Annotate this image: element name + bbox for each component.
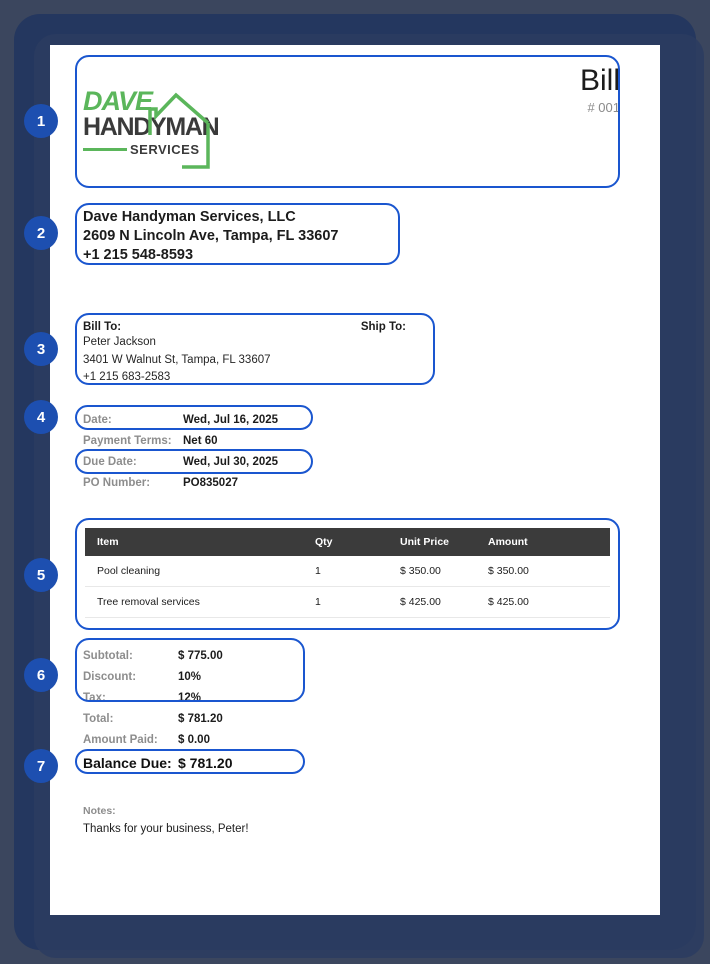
totals-key: Amount Paid: (83, 733, 158, 746)
company-phone: +1 215 548-8593 (83, 247, 194, 263)
logo-text-dave: DAVE (83, 86, 153, 116)
meta-row (83, 430, 313, 451)
totals-key: Total: (83, 712, 114, 725)
meta-key: PO Number: (83, 476, 151, 489)
annotation-badge-4: 4 (24, 400, 58, 434)
meta-key: Date: (83, 413, 112, 426)
totals-key: Balance Due: (83, 754, 172, 771)
company-block (83, 208, 338, 265)
ship-to-label: Ship To: (360, 321, 406, 333)
totals-row (83, 729, 313, 750)
meta-row (83, 472, 313, 493)
annotation-badge-3: 3 (24, 332, 58, 366)
meta-value: Wed, Jul 16, 2025 (183, 413, 279, 426)
annotation-badge-2: 2 (24, 216, 58, 250)
cell-unit-price: $ 350.00 (400, 565, 441, 577)
bill-to-name: Peter Jackson (83, 336, 156, 348)
totals-key: Tax: (83, 691, 106, 704)
notes-label: Notes: (83, 805, 116, 817)
totals-row (83, 666, 313, 687)
bill-to-phone: +1 215 683-2583 (83, 371, 171, 383)
meta-value: Net 60 (183, 434, 218, 447)
bill-number: # 001 (587, 100, 620, 115)
bill-to-block (83, 321, 428, 386)
cell-amount: $ 425.00 (488, 596, 529, 608)
items-table (85, 528, 610, 618)
meta-value: PO835027 (183, 476, 238, 489)
annotation-badge-7: 7 (24, 749, 58, 783)
logo-text-services: SERVICES (130, 142, 200, 157)
totals-value: 12% (178, 691, 202, 704)
bill-to-address: 3401 W Walnut St, Tampa, FL 33607 (83, 353, 271, 366)
invoice-page (50, 45, 660, 915)
bill-to-label: Bill To: (83, 321, 122, 333)
totals-row (83, 687, 313, 708)
notes-block (83, 805, 249, 835)
cell-qty: 1 (315, 596, 321, 608)
totals-value: $ 781.20 (178, 754, 233, 771)
meta-value: Wed, Jul 30, 2025 (183, 455, 279, 468)
page-title: Bill (579, 64, 620, 97)
totals-block (83, 645, 313, 775)
invoice-meta (83, 409, 313, 493)
table-row (85, 587, 610, 618)
cell-item: Tree removal services (97, 596, 200, 608)
meta-key: Payment Terms: (83, 434, 172, 447)
cell-item: Pool cleaning (97, 565, 161, 577)
meta-key: Due Date: (83, 455, 137, 468)
col-header-unit-price: Unit Price (400, 536, 450, 548)
meta-row (83, 409, 313, 430)
annotation-badge-1: 1 (24, 104, 58, 138)
col-header-qty: Qty (315, 536, 333, 548)
items-table-header (85, 528, 610, 556)
annotation-badge-5: 5 (24, 558, 58, 592)
col-header-amount: Amount (488, 536, 528, 548)
company-address: 2609 N Lincoln Ave, Tampa, FL 33607 (83, 228, 339, 244)
meta-row (83, 451, 313, 472)
totals-value: 10% (178, 670, 202, 683)
totals-row (83, 750, 313, 775)
annotation-badge-6: 6 (24, 658, 58, 692)
table-row (85, 556, 610, 587)
totals-value: $ 0.00 (178, 733, 210, 746)
cell-qty: 1 (315, 565, 321, 577)
totals-value: $ 775.00 (178, 649, 223, 662)
cell-unit-price: $ 425.00 (400, 596, 441, 608)
totals-key: Subtotal: (83, 649, 133, 662)
notes-text: Thanks for your business, Peter! (83, 823, 249, 835)
totals-row (83, 708, 313, 729)
col-header-item: Item (97, 536, 119, 548)
house-icon (142, 83, 214, 171)
logo-text-handyman: HANDYMAN (83, 113, 219, 141)
totals-row (83, 645, 313, 666)
totals-value: $ 781.20 (178, 712, 223, 725)
logo-green-rule (83, 148, 127, 151)
cell-amount: $ 350.00 (488, 565, 529, 577)
company-name: Dave Handyman Services, LLC (83, 209, 296, 225)
totals-key: Discount: (83, 670, 137, 683)
